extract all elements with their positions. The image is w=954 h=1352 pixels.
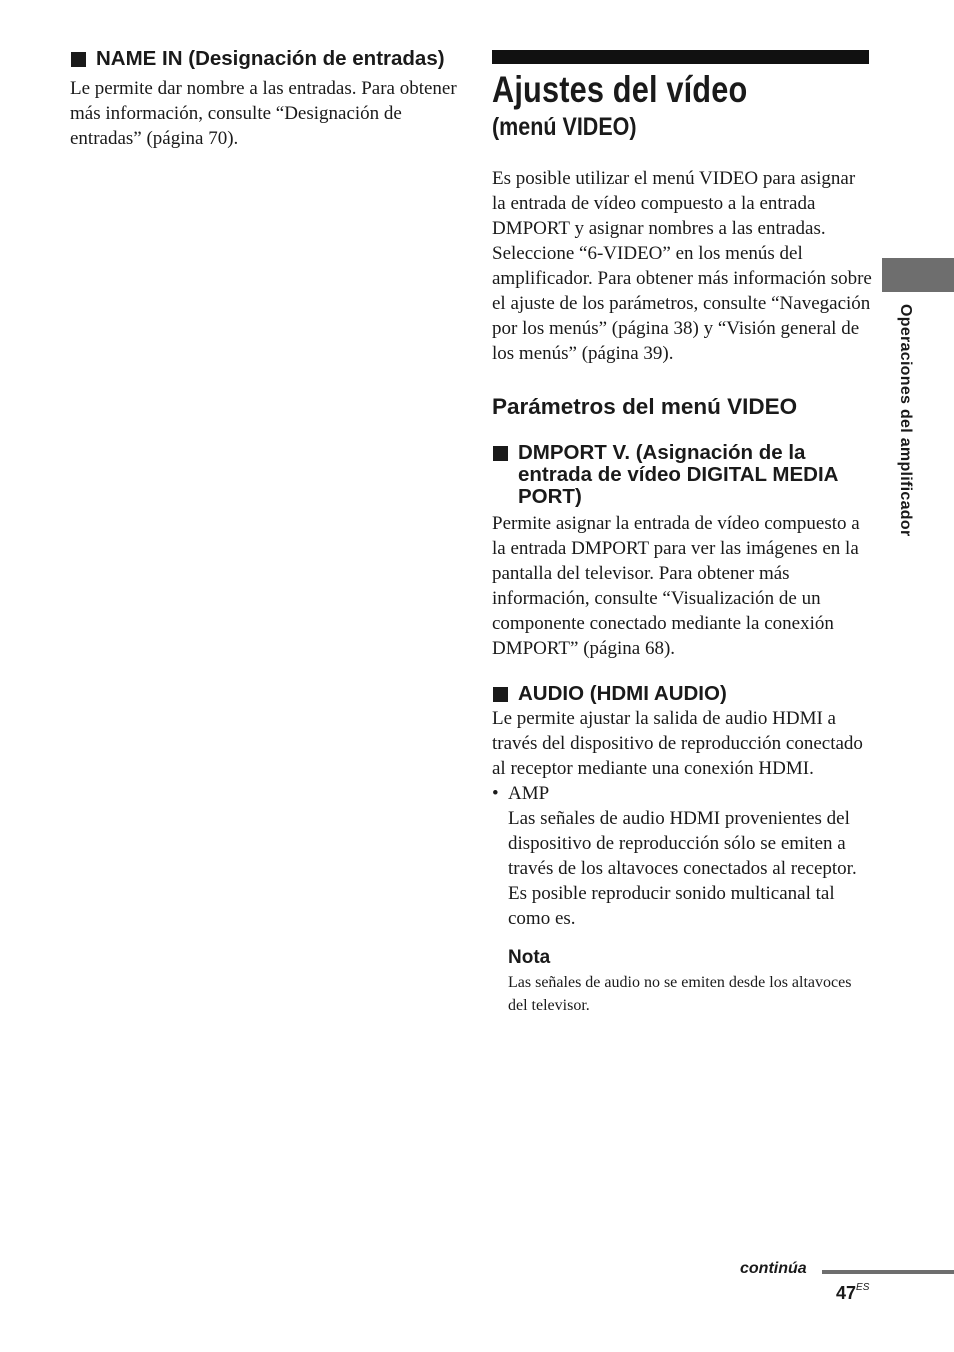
intro-paragraph-1: Es posible utilizar el menú VIDEO para asignar la entrada de vídeo compuesto a la entrada DMPORT y asignar nombres a las entradas. xyxy=(492,168,856,239)
note-text: Las señales de audio no se emiten desde los altavoces del televisor. xyxy=(508,974,852,1014)
side-section-label: Operaciones del amplificador xyxy=(897,304,914,537)
page-number xyxy=(836,1283,869,1304)
audio-paragraph: Le permite ajustar la salida de audio HDMI a través del dispositivo de reproducción conectado al receptor mediante una conexión HDMI. xyxy=(492,708,863,779)
dmport-paragraph: Permite asignar la entrada de vídeo compuesto a la entrada DMPORT para ver las imágenes en la pantalla del televisor. Para obtener más información, consulte “Visualización de un componente conectado mediante la conexión DMPORT” (página 68). xyxy=(492,513,860,659)
amp-bullet xyxy=(492,781,872,931)
continues-rule xyxy=(822,1270,954,1274)
audio-heading xyxy=(492,683,872,705)
left-column xyxy=(70,48,460,151)
note-block xyxy=(492,947,872,1017)
section-heading: Parámetros del menú VIDEO xyxy=(492,394,798,419)
dmport-heading xyxy=(492,442,872,508)
intro-paragraph-2: Seleccione “6-VIDEO” en los menús del amplificador. Para obtener más información sobre el ajuste de los parámetros, consulte “Navegación por los menús” (página 38) y “Visión general de los menús” (página 39). xyxy=(492,243,872,364)
square-bullet-icon xyxy=(493,446,508,461)
amp-bullet-title: AMP xyxy=(508,783,550,804)
note-label: Nota xyxy=(508,947,551,968)
bullet-dot: • xyxy=(492,783,499,804)
name-in-paragraph: Le permite dar nombre a las entradas. Para obtener más información, consulte “Designación de entradas” (página 70). xyxy=(70,78,457,149)
name-in-heading xyxy=(70,48,460,70)
amp-bullet-text: Las señales de audio HDMI provenientes del dispositivo de reproducción sólo se emiten a través de los altavoces conectados al receptor. Es posible reproducir sonido multicanal tal como es. xyxy=(508,808,857,929)
right-column xyxy=(492,50,872,1017)
square-bullet-icon xyxy=(493,687,508,702)
name-in-heading-text: NAME IN (Designación de entradas) xyxy=(96,47,445,70)
section-tab xyxy=(882,258,954,292)
dmport-heading-text: DMPORT V. (Asignación de la entrada de vídeo DIGITAL MEDIA PORT) xyxy=(518,441,838,508)
page-language-suffix: ES xyxy=(856,1282,870,1293)
square-bullet-icon xyxy=(71,52,86,67)
continues-label: continúa xyxy=(740,1260,807,1277)
page-title: Ajustes del vídeo xyxy=(492,69,748,110)
audio-heading-text: AUDIO (HDMI AUDIO) xyxy=(518,682,727,705)
title-rule xyxy=(492,50,869,64)
page-subtitle: (menú VIDEO) xyxy=(492,113,637,141)
page-number-value: 47 xyxy=(836,1283,857,1303)
